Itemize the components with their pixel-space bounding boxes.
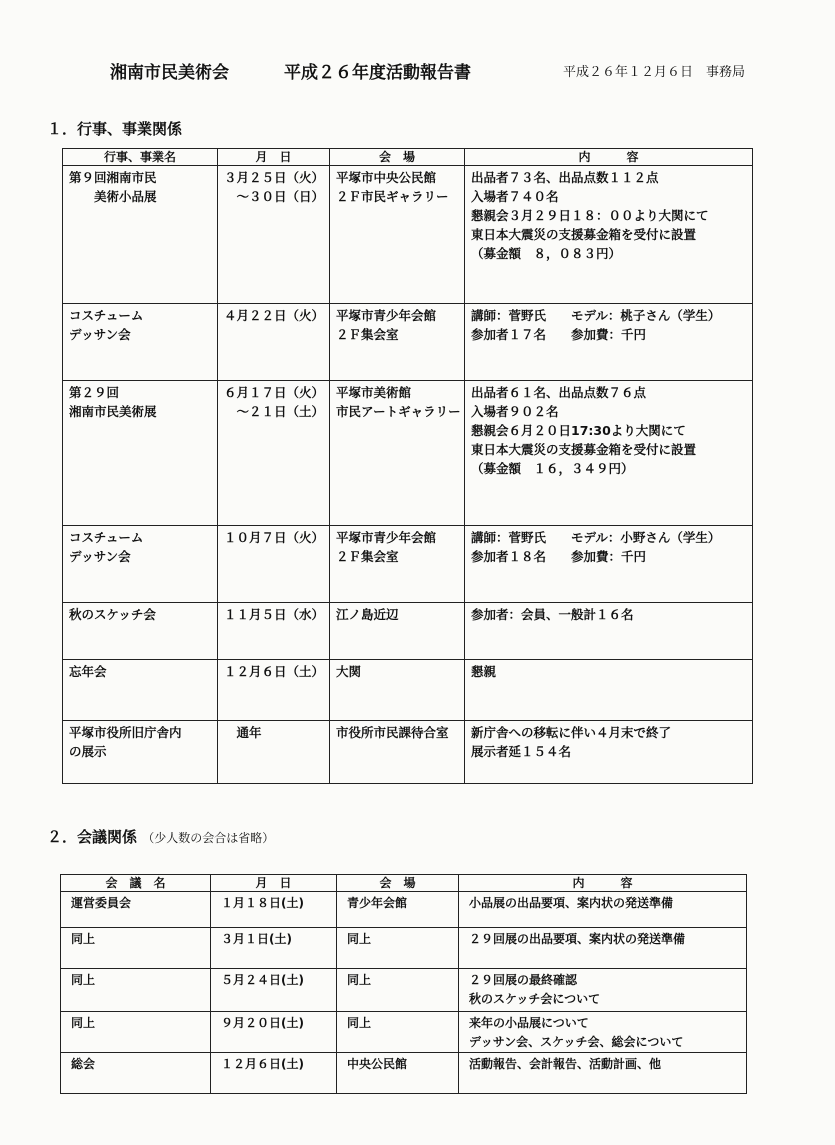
event-name-line: の展示: [69, 744, 107, 759]
event-name-line: 第２９回: [69, 385, 120, 400]
meeting-name-line: 総会: [71, 1057, 96, 1071]
event-venue-cell: [330, 381, 465, 526]
event-venue-line: 市民アートギャラリー: [336, 404, 461, 419]
events-table-body: [63, 166, 753, 784]
event-date-line: ４月２２日（火）: [224, 308, 325, 323]
meeting-venue-line: 青少年会館: [347, 896, 408, 910]
event-venue-line: ２Ｆ集会室: [336, 327, 399, 342]
event-row: [63, 304, 753, 381]
event-name-cell: [63, 304, 218, 381]
meeting-content-line: ２９回展の最終確認: [469, 973, 578, 987]
event-venue-line: 平塚市美術館: [336, 385, 412, 400]
meeting-content-cell: [459, 928, 747, 969]
event-content-line: 東日本大震災の支援募金箱を受付に設置: [471, 227, 697, 242]
col-meeting-name: 会 議 名: [61, 875, 211, 892]
meetings-table-header: [61, 875, 747, 892]
event-date-cell: [218, 166, 330, 304]
meeting-venue-line: 中央公民館: [347, 1057, 408, 1071]
col-event-date: 月 日: [218, 149, 330, 166]
event-name-cell: [63, 526, 218, 603]
event-date-line: ３月２５日（火）: [224, 170, 325, 185]
meeting-venue-cell: [337, 928, 459, 969]
event-name-line: コスチューム: [69, 530, 144, 545]
event-venue-line: 市役所市民課待合室: [336, 725, 449, 740]
event-venue-cell: [330, 660, 465, 721]
meeting-venue-cell: [337, 1053, 459, 1094]
meeting-name-cell: [61, 969, 211, 1012]
event-date-cell: [218, 526, 330, 603]
event-row: [63, 721, 753, 784]
event-venue-cell: [330, 603, 465, 660]
col-event-venue: 会 場: [330, 149, 465, 166]
meeting-venue-cell: [337, 969, 459, 1012]
event-venue-cell: [330, 166, 465, 304]
event-date-line: １０月７日（火）: [224, 530, 325, 545]
section2-title-text: ２．会議関係: [47, 828, 138, 846]
event-date-cell: [218, 381, 330, 526]
event-row: [63, 603, 753, 660]
event-name-line: 秋のスケッチ会: [69, 607, 156, 622]
event-venue-line: 平塚市青少年会館: [336, 308, 437, 323]
event-date-cell: [218, 304, 330, 381]
meeting-row: [61, 1053, 747, 1094]
meeting-content-cell: [459, 1012, 747, 1053]
event-content-line: 講師：菅野氏 モデル：小野さん（学生）: [471, 530, 721, 545]
event-venue-cell: [330, 721, 465, 784]
event-name-cell: [63, 381, 218, 526]
event-row: [63, 526, 753, 603]
meeting-name-cell: [61, 1053, 211, 1094]
col-event-content: 内 容: [465, 149, 753, 166]
event-name-line: 美術小品展: [69, 189, 157, 204]
event-name-cell: [63, 721, 218, 784]
event-content-line: 講師：菅野氏 モデル：桃子さん（学生）: [471, 308, 721, 323]
meeting-name-cell: [61, 1012, 211, 1053]
section2-title: [47, 826, 274, 847]
event-content-line: （募金額 １６，３４９円）: [471, 461, 634, 476]
event-name-line: デッサン会: [69, 549, 131, 564]
section1-title-text: １．行事、事業関係: [47, 120, 183, 138]
event-content-cell: [465, 304, 753, 381]
event-content-line: 入場者９０２名: [471, 404, 559, 419]
event-name-line: 平塚市役所旧庁舎内: [69, 725, 182, 740]
meeting-content-cell: [459, 1053, 747, 1094]
event-name-line: 第９回湘南市民: [69, 170, 157, 185]
event-content-line: 懇親会３月２９日１８：００より大関にて: [471, 208, 709, 223]
meeting-row: [61, 969, 747, 1012]
event-content-line: 参加者：会員、一般計１６名: [471, 607, 634, 622]
meeting-row: [61, 1012, 747, 1053]
event-content-line: 出品者６１名、出品点数７６点: [471, 385, 647, 400]
organization-name: 湘南市民美術会: [110, 63, 229, 83]
report-title: 平成２６年度活動報告書: [284, 63, 471, 83]
meeting-content-cell: [459, 892, 747, 928]
col-meeting-venue: 会 場: [337, 875, 459, 892]
event-date-cell: [218, 603, 330, 660]
meetings-table-body: [61, 892, 747, 1094]
event-name-line: 忘年会: [69, 664, 107, 679]
col-meeting-content: 内 容: [459, 875, 747, 892]
event-name-cell: [63, 660, 218, 721]
meeting-venue-cell: [337, 892, 459, 928]
meeting-content-cell: [459, 969, 747, 1012]
meeting-name-cell: [61, 928, 211, 969]
event-content-cell: [465, 603, 753, 660]
event-date-line: １２月６日（土）: [224, 664, 325, 679]
event-date-cell: [218, 660, 330, 721]
meeting-name-line: 同上: [71, 973, 96, 987]
event-venue-cell: [330, 526, 465, 603]
meeting-date-cell: [211, 892, 337, 928]
meeting-date-line: ９月２０日(土): [221, 1016, 304, 1030]
meeting-content-line: 活動報告、会計報告、活動計画、他: [469, 1057, 662, 1071]
meeting-date-line: ３月１日(土): [221, 932, 292, 946]
meeting-content-line: 秋のスケッチ会について: [469, 992, 601, 1006]
meeting-name-line: 運営委員会: [71, 896, 132, 910]
meeting-date-cell: [211, 969, 337, 1012]
meeting-name-cell: [61, 892, 211, 928]
event-content-line: 新庁舎への移転に伴い４月末で終了: [471, 725, 672, 740]
col-meeting-date: 月 日: [211, 875, 337, 892]
event-row: [63, 381, 753, 526]
meeting-content-line: デッサン会、スケッチ会、総会について: [469, 1035, 684, 1049]
meeting-venue-line: 同上: [347, 1016, 372, 1030]
events-table-header: [63, 149, 753, 166]
meeting-name-line: 同上: [71, 932, 96, 946]
event-row: [63, 660, 753, 721]
section1-title: [47, 118, 182, 139]
event-venue-line: 江ノ島近辺: [336, 607, 399, 622]
event-venue-line: 平塚市中央公民館: [336, 170, 437, 185]
events-table: [62, 148, 753, 784]
event-row: [63, 166, 753, 304]
meeting-row: [61, 892, 747, 928]
meeting-content-line: 来年の小品展について: [469, 1016, 589, 1030]
event-content-line: 東日本大震災の支援募金箱を受付に設置: [471, 442, 697, 457]
event-venue-line: ２Ｆ集会室: [336, 549, 399, 564]
event-content-line: 入場者７４０名: [471, 189, 559, 204]
meeting-date-line: １月１８日(土): [221, 896, 304, 910]
event-name-cell: [63, 603, 218, 660]
event-name-line: 湘南市民美術展: [69, 404, 157, 419]
meeting-name-line: 同上: [71, 1016, 96, 1030]
event-content-line: 懇親会６月２０日17:30より大関にて: [471, 423, 686, 438]
report-header: [0, 58, 835, 86]
event-content-line: 懇親: [471, 664, 497, 679]
meeting-venue-cell: [337, 1012, 459, 1053]
event-venue-line: 大関: [336, 664, 362, 679]
event-date-line: ～２１日（土）: [224, 404, 325, 419]
event-venue-line: 平塚市青少年会館: [336, 530, 437, 545]
event-venue-cell: [330, 304, 465, 381]
col-event-name: 行事、事業名: [63, 149, 218, 166]
meeting-date-cell: [211, 928, 337, 969]
meeting-content-line: ２９回展の出品要項、案内状の発送準備: [469, 932, 686, 946]
meeting-row: [61, 928, 747, 969]
event-content-line: （募金額 ８，０８３円）: [471, 246, 622, 261]
section2-note: （少人数の会合は省略）: [142, 831, 275, 845]
meeting-date-cell: [211, 1053, 337, 1094]
event-content-cell: [465, 166, 753, 304]
event-name-cell: [63, 166, 218, 304]
event-name-line: コスチューム: [69, 308, 144, 323]
event-name-line: デッサン会: [69, 327, 131, 342]
event-date-line: 通年: [224, 725, 262, 740]
event-venue-line: ２Ｆ市民ギャラリー: [336, 189, 449, 204]
meeting-venue-line: 同上: [347, 973, 372, 987]
meeting-content-line: 小品展の出品要項、案内状の発送準備: [469, 896, 674, 910]
event-date-line: ６月１７日（火）: [224, 385, 325, 400]
event-content-line: 出品者７３名、出品点数１１２点: [471, 170, 659, 185]
meeting-date-cell: [211, 1012, 337, 1053]
event-content-cell: [465, 526, 753, 603]
event-date-line: ～３０日（日）: [224, 189, 325, 204]
event-content-line: 参加者１８名 参加費：千円: [471, 549, 647, 564]
meetings-table: [60, 874, 747, 1094]
event-content-line: 展示者延１５４名: [471, 744, 572, 759]
event-content-line: 参加者１７名 参加費：千円: [471, 327, 647, 342]
event-content-cell: [465, 660, 753, 721]
meeting-date-line: ５月２４日(土): [221, 973, 304, 987]
event-date-cell: [218, 721, 330, 784]
event-content-cell: [465, 721, 753, 784]
event-content-cell: [465, 381, 753, 526]
meeting-venue-line: 同上: [347, 932, 372, 946]
event-date-line: １１月５日（水）: [224, 607, 325, 622]
issue-date: 平成２６年１２月６日 事務局: [563, 65, 746, 80]
meeting-date-line: １２月６日(土): [221, 1057, 304, 1071]
